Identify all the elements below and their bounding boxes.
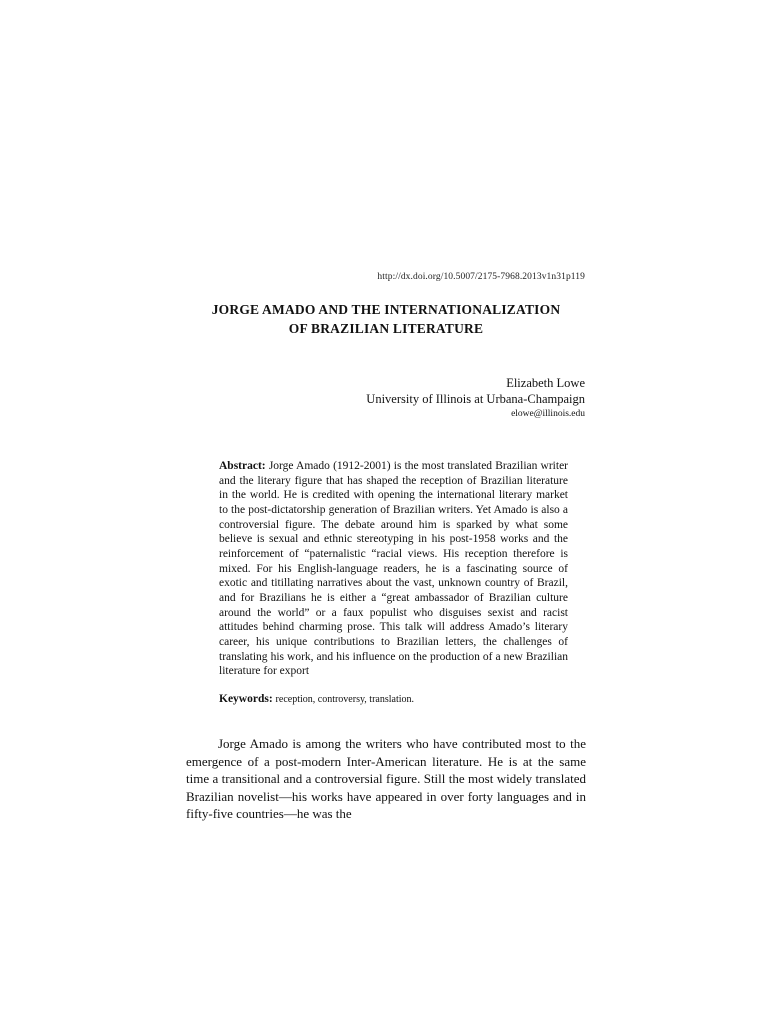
author-name: Elizabeth Lowe <box>506 376 585 390</box>
paper-title <box>186 300 586 338</box>
keywords-label: Keywords: <box>219 693 273 705</box>
title-line-1: JORGE AMADO AND THE INTERNATIONALIZATION <box>211 302 561 317</box>
author-email[interactable]: elowe@illinois.edu <box>511 409 585 419</box>
abstract <box>219 459 568 679</box>
keywords-value: reception, controversy, translation. <box>275 694 415 705</box>
title-line-2: OF BRAZILIAN LITERATURE <box>288 321 484 336</box>
author-block <box>366 375 585 421</box>
keywords <box>219 692 568 707</box>
abstract-label: Abstract: <box>219 460 266 472</box>
doi-link[interactable]: http://dx.doi.org/10.5007/2175-7968.2013v1n31p119 <box>377 272 585 282</box>
author-affiliation: University of Illinois at Urbana-Champaign <box>366 392 585 406</box>
abstract-text: Jorge Amado (1912-2001) is the most translated Brazilian writer and the literary figure that has shaped the reception of Brazilian literature in the world. He is credited with opening the international literary market to the post-dictatorship generation of Brazilian writers. Yet Amado is also a controversial figure. The debate around him is sparked by what some believe is sexual and ethnic stereotyping in his post-1958 works and the reinforcement of “paternalistic “racial views. His reception therefore is mixed. For his English-language readers, he is a fascinating source of exotic and titillating narratives about the vast, unknown country of Brazil, and for Brazilians he is either a “great ambassador of Brazilian culture around the world” or a faux populist who disguises sexist and racist attitudes behind charming prose. This talk will address Amado’s literary career, his unique contributions to Brazilian letters, the challenges of translating his work, and his influence on the production of a new Brazilian literature for export <box>219 460 569 678</box>
body-paragraph-1: Jorge Amado is among the writers who have contributed most to the emergence of a post-modern Inter-American literature. He is at the same time a transitional and a controversial figure. Still the most widely translated Brazilian novelist—his works have appeared in over forty languages and in fifty-five countries—he was the <box>186 736 586 821</box>
